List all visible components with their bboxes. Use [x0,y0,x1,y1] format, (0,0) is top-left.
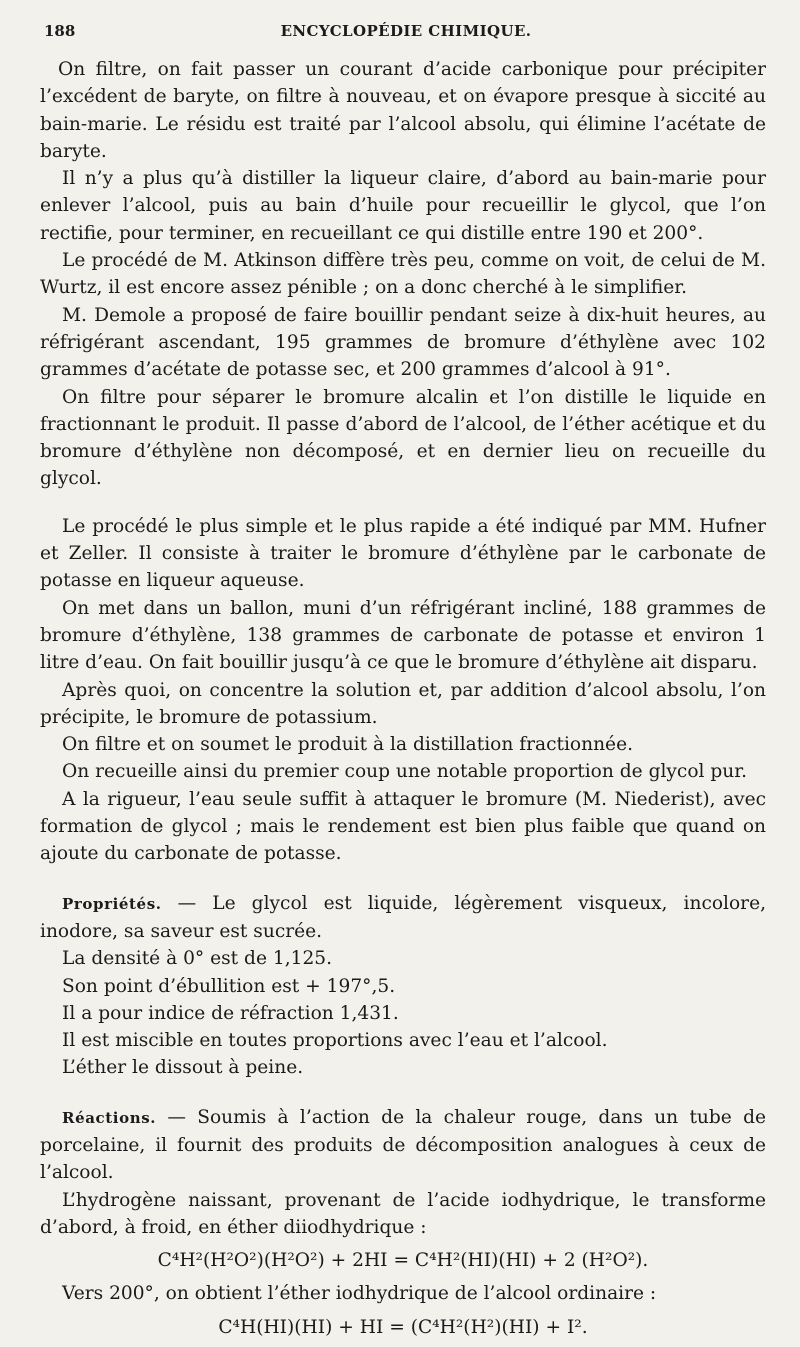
reactions-text: — Soumis à l’action de la chaleur rouge, dans un tube de porcelaine, il fournit des produits de décomposition analogues à ceux de l’alcool. [40,1106,766,1184]
paragraph: Le procédé de M. Atkinson diffère très peu, comme on voit, de celui de M. Wurtz, il est encore assez pénible ; on a donc cherché à le simplifier. [40,250,766,299]
page-number: 188 [44,22,76,40]
properties-text: — Le glycol est liquide, légèrement visqueux, incolore, inodore, sa saveur est sucrée. [40,892,766,942]
properties-heading: Propriétés. [62,894,162,913]
paragraph: L’hydrogène naissant, provenant de l’acide iodhydrique, le transforme d’abord, à froid, en éther diiodhydrique : [40,1189,766,1238]
property-line: Il est miscible en toutes proportions avec l’eau et l’alcool. [62,1030,608,1052]
reactions-heading: Réactions. [62,1108,157,1127]
reactions-paragraph [40,1104,766,1187]
properties-paragraph [40,890,766,946]
property-line: Son point d’ébullition est + 197°,5. [62,975,396,997]
paragraph: On met dans un ballon, muni d’un réfrigérant incliné, 188 grammes de bromure d’éthylène, 138 grammes de carbonate de potasse et environ 1 litre d’eau. On fait bouillir jusqu’à ce que le bromure d’éthylène ait disparu. [40,597,766,674]
paragraph: Le procédé le plus simple et le plus rapide a été indiqué par MM. Hufner et Zeller. Il consiste à traiter le bromure d’éthylène par le carbonate de potasse en liqueur aqueuse. [40,515,766,592]
paragraph: A la rigueur, l’eau seule suffit à attaquer le bromure (M. Niederist), avec formation de glycol ; mais le rendement est bien plus faible que quand on ajoute du carbonate de potasse. [40,788,766,865]
paragraph: On filtre et on soumet le produit à la distillation fractionnée. [62,734,633,756]
paragraph: Il n’y a plus qu’à distiller la liqueur claire, d’abord au bain-marie pour enlever l’alcool, puis au bain d’huile pour recueillir le glycol, que l’on rectifie, pour terminer, en recueillant ce qui distille entre 190 et 200°. [40,168,766,244]
property-line: Il a pour indice de réfraction 1,431. [62,1002,399,1024]
body-text [40,56,766,1347]
paragraph: On filtre pour séparer le bromure alcalin et l’on distille le liquide en fractionnant le produit. Il passe d’abord de l’alcool, de l’éther acétique et du bromure d’éthylène non décomposé, et en dernier lieu on recueille du glycol. [40,386,766,490]
chemical-formula: C⁴H(HI)(HI) + HI = (C⁴H²(H²)(HI) + I². [218,1316,588,1338]
chemical-formula: C⁴H²(H²O²)(H²O²) + 2HI = C⁴H²(HI)(HI) + 2 (H²O²). [157,1250,649,1272]
property-line: L’éther le dissout à peine. [62,1057,304,1079]
page-header [44,22,768,44]
running-title: ENCYCLOPÉDIE CHIMIQUE. [280,22,532,40]
property-line: La densité à 0° est de 1,125. [62,948,333,970]
paragraph: On filtre, on fait passer un courant d’acide carbonique pour précipiter l’excédent de baryte, on filtre à nouveau, et on évapore presque à siccité au bain-marie. Le résidu est traité par l’alcool absolu, qui élimine l’acétate de baryte. [40,59,766,162]
paragraph: On recueille ainsi du premier coup une notable proportion de glycol pur. [62,761,748,783]
paragraph: Après quoi, on concentre la solution et, par addition d’alcool absolu, l’on précipite, le bromure de potassium. [40,679,766,728]
paragraph: M. Demole a proposé de faire bouillir pendant seize à dix-huit heures, au réfrigérant ascendant, 195 grammes de bromure d’éthylène avec 102 grammes d’acétate de potasse sec, et 200 grammes d’alcool à 91°. [40,304,766,381]
paragraph: Vers 200°, on obtient l’éther iodhydrique de l’alcool ordinaire : [62,1283,657,1305]
